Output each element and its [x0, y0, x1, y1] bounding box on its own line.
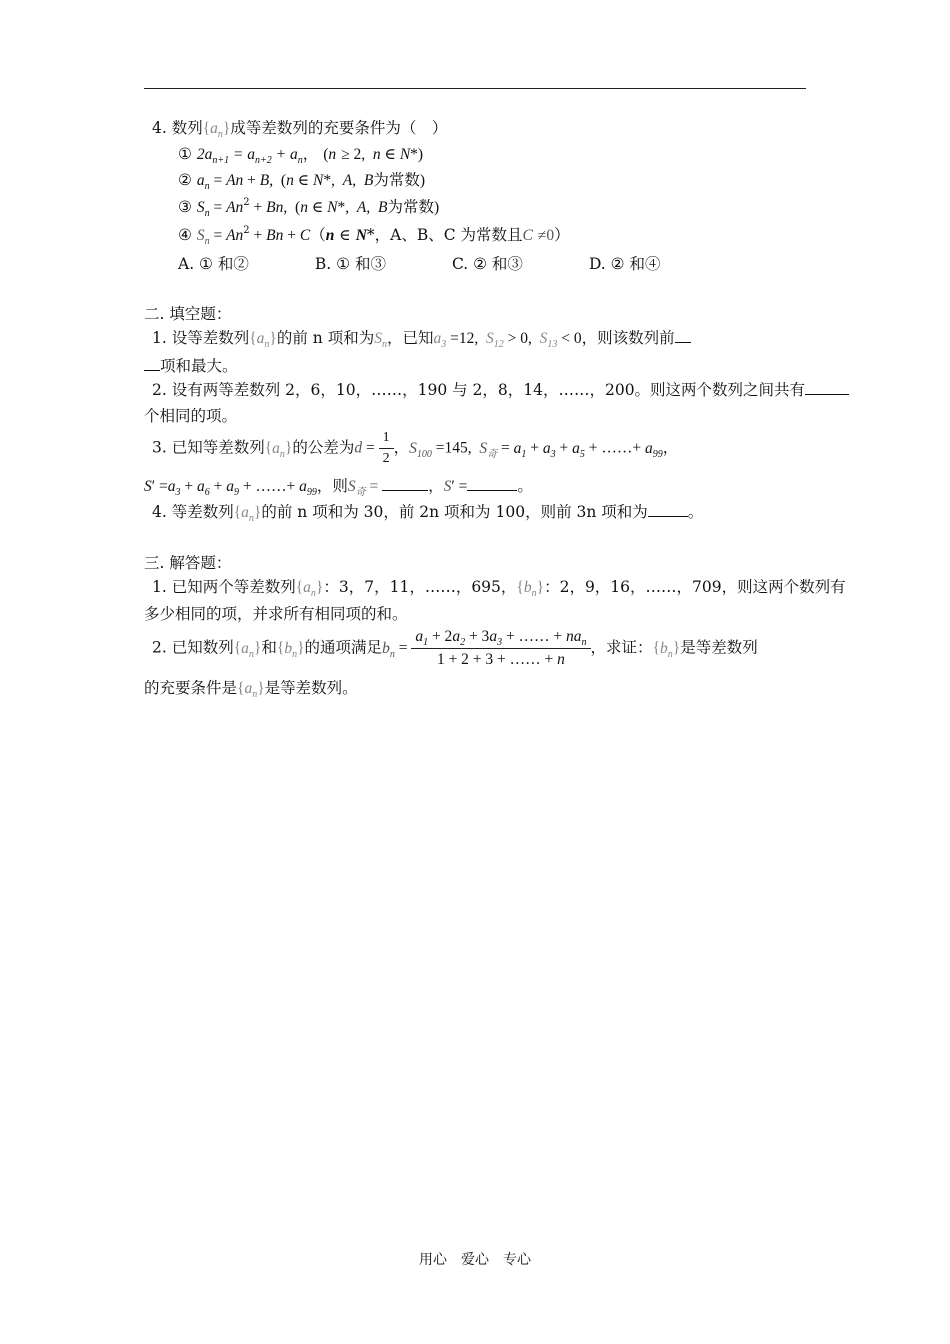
q4-option-3: ③ $S_n = An^2 + Bn$, (n ∈ N*, A, B为常数) [178, 197, 440, 219]
s2-problem-4: 4. 等差数列$\{a_n\}$的前 n 项和为 30，前 2n 项和为 100，则前 3n 项和为 。 [152, 503, 704, 524]
s3-problem-2-cont: 的充要条件是$\{a_n\}$是等差数列。 [144, 679, 358, 700]
s2-problem-1: 1. 设等差数列$\{a_n\}$的前 n 项和为$S_n$，已知$a_3 =12$, $S_{12} > 0$, $S_{13} < 0$，则该数列前 [152, 328, 691, 349]
s3-problem-1-cont: 多少相同的项，并求所有相同项的和。 [144, 605, 408, 623]
q4-option-1: ① $2a_{n+1} = a_{n+2} + a_n$， (n ≥ 2, n ∈ N*) [178, 145, 424, 166]
s2-problem-3: 3. 已知等差数列$\{a_n\}$的公差为d = $\frac{1}{2}$ ，$S_{100} =145$, $S_奇 = a_1 + a_3 + a_5$ + ……+ $a_{99}$， [152, 430, 679, 466]
header-rule [144, 88, 806, 89]
q4-choices [178, 254, 661, 274]
choice-d: D. ② 和④ [588, 255, 661, 273]
s2-problem-3-cont: $S' =a_3 + a_6 + a_9$ + ……+ $a_{99}$，则$S_奇$ = ，S′ = 。 [144, 477, 533, 498]
s2-problem-1-cont: 项和最大。 [144, 356, 238, 376]
s3-problem-1: 1. 已知两个等差数列$\{a_n\}$：3，7，11，……，695，$\{b_n\}$：2，9，16，……，709，则这两个数列有 [152, 578, 846, 599]
section-2-title: 二. 填空题： [144, 305, 232, 323]
s2-problem-2: 2. 设有两等差数列 2，6，10，……，190 与 2，8，14，……，200。则这两个数列之间共有 [152, 380, 849, 400]
s2-problem-2-cont: 个相同的项。 [144, 407, 238, 425]
choice-b: B. ① 和③ [314, 255, 386, 273]
section-3-title: 三. 解答题： [144, 554, 232, 572]
q4-option-2: ② $a_n = An + B$, (n ∈ N*, A, B为常数) [178, 171, 426, 192]
q4-option-4: ④ $S_n = An^2 + Bn + C(n$ ∈ N*，A、B、C 为常数且C ≠0） [178, 225, 570, 247]
page-footer: 用心 爱心 专心 [419, 1252, 531, 1268]
s3-problem-2: 2. 已知数列$\{a_n\}$和$\{b_n\}$的通项满足$b_n$ = $\frac{a_1 + 2a_2 + 3a_3 + \dots\dots + na_n}{1 + 2 + 3 + \dots\dots + n}$ ，求证：$\{b_n\}$是等差数列 [152, 628, 758, 668]
choice-c: C. ② 和③ [451, 255, 523, 273]
q4-stem: 4. 数列$\{a_n\}$成等差数列的充要条件为（ ） [152, 119, 448, 140]
choice-a: A. ① 和② [178, 255, 249, 273]
